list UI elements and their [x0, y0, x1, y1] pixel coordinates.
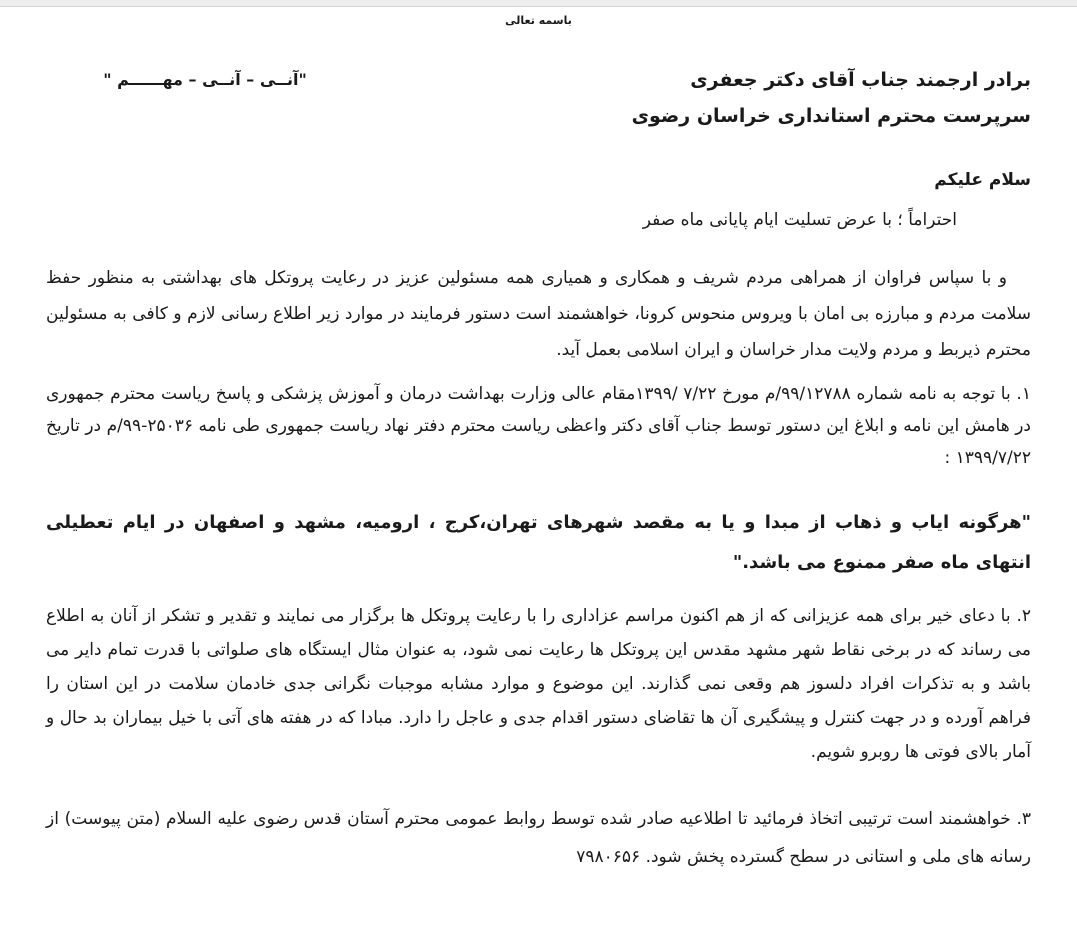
urgency-label: "آنــی – آنــی – مهــــــم " — [103, 70, 307, 89]
quoted-directive: "هرگونه ایاب و ذهاب از مبدا و یا به مقصد شهرهای تهران،کرج ، ارومیه، مشهد و اصفهان در ایام تعطیلی انتهای ماه صفر ممنوع می باشد." — [46, 512, 1031, 573]
intro-paragraph: و با سپاس فراوان از همراهی مردم شریف و همکاری و همیاری همه مسئولین عزیز در رعایت پروتکل های بهداشتی به منظور حفظ سلامت مردم و مبارزه بی امان با ویروس منحوس کرونا، خواهشمند است دستور فرمایند در موارد زیر اطلاع رسانی لازم و کافی به مسئولین محترم ذیربط و مردم ولایت مدار خراسان و ایران اسلامی بعمل آید. — [46, 268, 1031, 360]
recipient-name: برادر ارجمند جناب آقای دکتر جعفری — [690, 69, 1031, 91]
greeting: سلام علیکم — [934, 170, 1031, 190]
invocation-heading: باسمه تعالی — [505, 14, 572, 27]
viewer-top-edge — [0, 0, 1077, 7]
recipient-title: سرپرست محترم استانداری خراسان رضوی — [631, 105, 1031, 127]
item-1-paragraph: ۱. با توجه به نامه شماره ۹۹/۱۲۷۸۸/م مورخ ۷/۲۲ /۱۳۹۹مقام عالی وزارت بهداشت درمان و آموزش پزشکی و پاسخ ریاست محترم جمهوری در هامش این نامه و ابلاغ این دستور توسط جناب آقای دکتر واعظی ریاست محترم دفتر نهاد ریاست جمهوری طی نامه ۲۵۰۳۶-۹۹/م در تاریخ ۱۳۹۹/۷/۲۲ : — [46, 384, 1032, 468]
item-2-paragraph: ۲. با دعای خیر برای همه عزیزانی که از هم اکنون مراسم عزاداری را با رعایت پروتکل ها برگزار می نمایند و تقدیر و تشکر از آنان به اطلاع می رساند که در برخی نقاط شهر مشهد مقدس این پروتکل ها رعایت نمی شود، به عنوان مثال ایستگاه های صلواتی با قدرت تمام دایر می باشد و به تذکرات افراد دلسوز هم وقعی نمی گذارند. این موضوع و موارد مشابه موجبات نگرانی جدی خادمان سلامت در این استان را فراهم آورده و در جهت کنترل و پیشگیری آن ها تقاضای دستور اقدام جدی و عاجل را دارد. مبادا که در هفته های آتی با خیل بیماران بد حال و آمار بالای فوتی ها روبرو شویم. — [46, 606, 1031, 762]
respect-line: احتراماً ؛ با عرض تسلیت ایام پایانی ماه صفر — [642, 210, 957, 230]
recipient-block — [531, 62, 1031, 134]
item-3-paragraph: ۳. خواهشمند است ترتیبی اتخاذ فرمائید تا اطلاعیه صادر شده توسط روابط عمومی محترم آستان قدس رضوی علیه السلام (متن پیوست) از رسانه های ملی و استانی در سطح گسترده پخش شود. ۷۹۸۰۶۵۶ — [46, 809, 1031, 867]
